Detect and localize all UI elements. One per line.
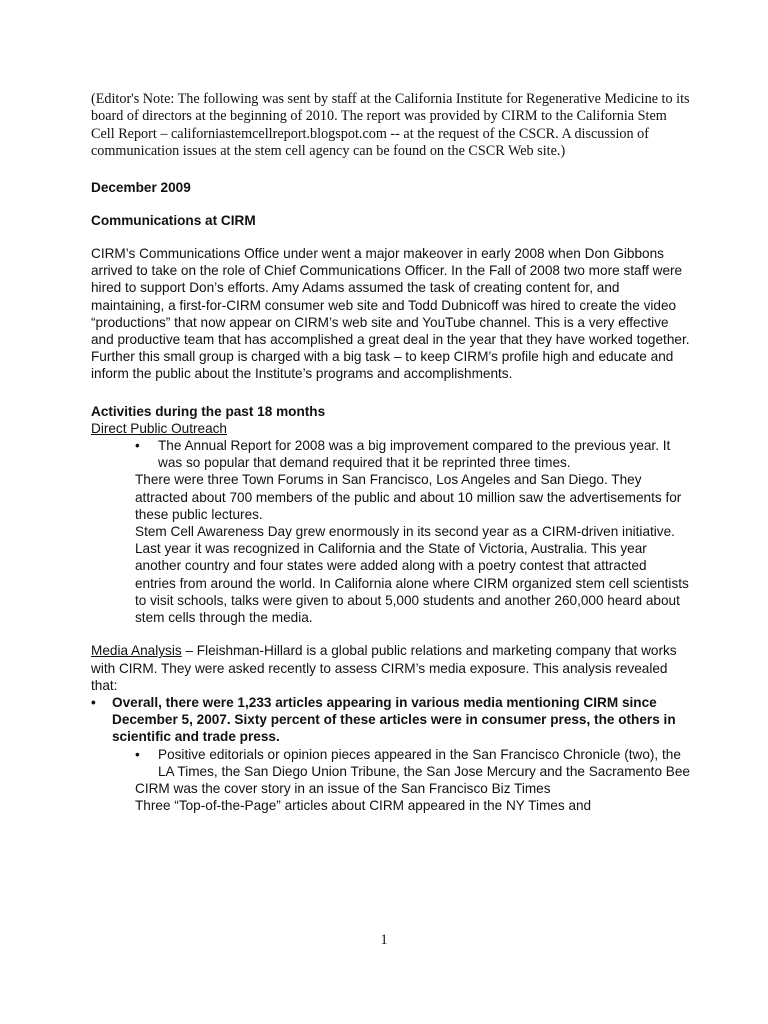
editor-note: (Editor's Note: The following was sent by staff at the California Institute for Regenerative Medicine to its board of directors at the beginning of 2010. The report was provided by CIRM to the California Stem Cell Report – californiastemcellreport.blogspot.com -- at the request of the CSCR. A discussion of communication issues at the stem cell agency can be found on the CSCR Web site.): [91, 91, 690, 160]
outreach-bullet: [135, 437, 691, 471]
outreach-bullet-text: The Annual Report for 2008 was a big improvement compared to the previous year. It was so popular that demand required that it be reprinted three times.: [158, 438, 671, 471]
top-of-page-line: Three “Top-of-the-Page” articles about CIRM appeared in the NY Times and: [135, 798, 592, 814]
bullet-icon: •: [91, 694, 96, 710]
bullet-icon: •: [135, 438, 140, 454]
town-forums-paragraph: There were three Town Forums in San Francisco, Los Angeles and San Diego. They attracted about 700 members of the public and about 10 million saw the advertisements for these public lectures.: [135, 472, 682, 522]
media-sub-bullet-text: Positive editorials or opinion pieces appeared in the San Francisco Chronicle (two), the LA Times, the San Diego Union Tribune, the San Jose Mercury and the Sacramento Bee: [158, 746, 690, 779]
document-title: Communications at CIRM: [91, 212, 256, 228]
activities-heading: Activities during the past 18 months: [91, 403, 326, 419]
media-bold-bullet-text: Overall, there were 1,233 articles appearing in various media mentioning CIRM since December 5, 2007. Sixty percent of these articles were in consumer press, the others in scientific and trade press.: [112, 694, 676, 745]
media-analysis-paragraph: [91, 642, 691, 694]
page-number: 1: [380, 932, 388, 948]
outreach-heading: Direct Public Outreach: [91, 420, 227, 436]
bullet-icon: •: [135, 746, 140, 762]
media-analysis-intro: – Fleishman-Hillard is a global public relations and marketing company that works with CIRM. They were asked recently to assess CIRM’s media exposure. This analysis revealed that:: [91, 643, 677, 693]
awareness-day-paragraph: Stem Cell Awareness Day grew enormously in its second year as a CIRM-driven initiative. Last year it was recognized in California and the State of Victoria, Australia. This year another country and four states were added along with a poetry contest that attracted entries from around the world. In California alone where CIRM organized stem cell scientists to visit schools, talks were given to about 5,000 students and another 260,000 heard about stem cells through the media.: [135, 524, 689, 626]
document-page: [91, 91, 691, 814]
report-date: December 2009: [91, 179, 191, 195]
media-analysis-heading: Media Analysis: [91, 643, 182, 659]
cover-story-line: CIRM was the cover story in an issue of the San Francisco Biz Times: [135, 780, 551, 796]
media-bold-bullet: [91, 694, 691, 746]
intro-paragraph: CIRM’s Communications Office under went a major makeover in early 2008 when Don Gibbons arrived to take on the role of Chief Communications Officer. In the Fall of 2008 two more staff were hired to support Don’s efforts. Amy Adams assumed the task of creating content for, and maintaining, a first-for-CIRM consumer web site and Todd Dubnicoff was hired to create the video “productions” that now appear on CIRM’s web site and YouTube channel. This is a very effective and productive team that has accomplished a great deal in the year that they have worked together. Further this small group is charged with a big task – to keep CIRM’s profile high and educate and inform the public about the Institute’s programs and accomplishments.: [91, 246, 690, 382]
media-sub-bullet: [135, 746, 691, 780]
